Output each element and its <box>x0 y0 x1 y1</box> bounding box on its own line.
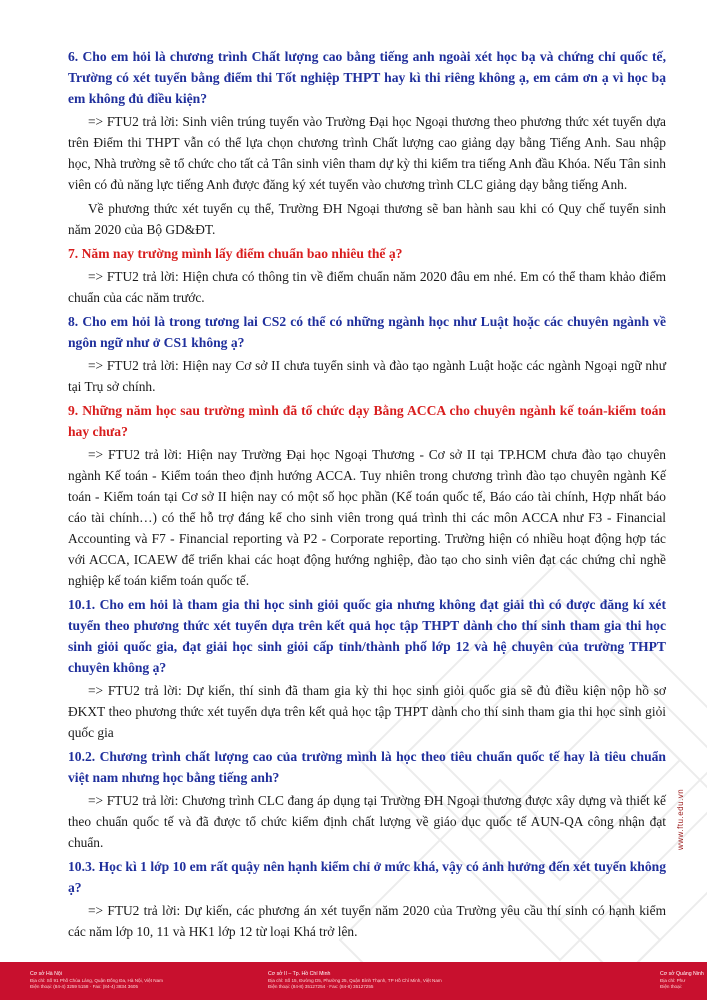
question-10-3: 10.3. Học kì 1 lớp 10 em rất quậy nên hạnh kiểm chỉ ở mức khá, vậy có ảnh hưởng đến xét tuyển không ạ? <box>68 859 666 895</box>
answer-6-para-1: => FTU2 trả lời: Sinh viên trúng tuyển vào Trường Đại học Ngoại thương theo phương thức xét tuyển dựa trên Điểm thi THPT vẫn có thể lựa chọn chương trình Chất lượng cao giảng dạy bằng Tiếng Anh. Sau nhập học, Nhà trường sẽ tổ chức cho tất cả Tân sinh viên tham dự kỳ thi kiểm tra tiếng Anh đầu Khóa. Nếu Tân sinh viên có đủ năng lực tiếng Anh được đăng ký xét tuyển vào chương trình CLC giảng dạy bằng tiếng Anh. <box>68 114 666 192</box>
answer-7: => FTU2 trả lời: Hiện chưa có thông tin về điểm chuẩn năm 2020 đâu em nhé. Em có thể tham khảo điểm chuẩn của các năm trước. <box>68 269 666 305</box>
faq-content <box>68 46 666 945</box>
footer-hanoi-address: Địa chỉ: Số 91 Phố Chùa Láng, Quận Đống Đa, Hà Nội, Việt Nam <box>30 977 163 983</box>
answer-8: => FTU2 trả lời: Hiện nay Cơ sở II chưa tuyển sinh và đào tạo ngành Luật hoặc các ngành Ngoại ngữ như tại Trụ sở chính. <box>68 358 666 394</box>
footer-quangninh <box>660 971 704 991</box>
footer-hcm-address: Địa chỉ: Số 15, Đường D5, Phường 25, Quận Bình Thạnh, TP Hồ Chí Minh, Việt Nam <box>268 977 442 983</box>
footer-quangninh-phone: Điện thoại: <box>660 984 682 989</box>
footer-hanoi-phone: Điện thoại: (84-4) 3259 5158 · Fax: (84-4) 3834 3605 <box>30 984 139 989</box>
question-6: 6. Cho em hỏi là chương trình Chất lượng cao bằng tiếng anh ngoài xét học bạ và chứng chỉ quốc tế, Trường có xét tuyển bằng điểm thi Tốt nghiệp THPT hay kì thi riêng không ạ, em cảm ơn ạ vì học bạ em không đủ điều kiện? <box>68 49 666 106</box>
question-7: 7. Năm nay trường mình lấy điểm chuẩn bao nhiêu thế ạ? <box>68 246 403 261</box>
question-9: 9. Những năm học sau trường mình đã tổ chức dạy Bằng ACCA cho chuyên ngành kế toán-kiểm toán hay chưa? <box>68 403 666 439</box>
footer-hcm-phone: Điện thoại: (84-8) 35127254 · Fax: (84-8) 35127255 <box>268 984 374 989</box>
answer-10-2: => FTU2 trả lời: Chương trình CLC đang áp dụng tại Trường ĐH Ngoại thương được xây dựng và thiết kế theo chuẩn quốc tế và đã được tổ chức kiểm định chất lượng về giáo dục quốc tế AUN-QA công nhận đạt chuẩn. <box>68 793 666 850</box>
footer-quangninh-address: Địa chỉ: Phư <box>660 977 686 983</box>
answer-6-para-2: Về phương thức xét tuyển cụ thể, Trường ĐH Ngoại thương sẽ ban hành sau khi có Quy chế tuyển sinh năm 2020 của Bộ GD&ĐT. <box>68 201 666 237</box>
footer-quangninh-title: Cơ sở Quảng Ninh <box>660 971 704 977</box>
footer-hcm-title: Cơ sở II – Tp. Hồ Chí Minh <box>268 971 331 977</box>
footer-hanoi <box>30 971 163 991</box>
website-url: www.ftu.edu.vn <box>676 788 685 850</box>
answer-10-1: => FTU2 trả lời: Dự kiến, thí sinh đã tham gia kỳ thi học sinh giỏi quốc gia sẽ đủ điều kiện nộp hồ sơ ĐKXT theo phương thức xét tuyển dựa trên kết quả học tập THPT dành cho thí sinh tham gia thi học sinh giỏi quốc gia <box>68 683 666 740</box>
question-10-2: 10.2. Chương trình chất lượng cao của trường mình là học theo tiêu chuẩn quốc tế hay là tiêu chuẩn việt nam nhưng học bằng tiếng anh? <box>68 749 666 785</box>
footer-hanoi-title: Cơ sở Hà Nội <box>30 971 62 977</box>
page-footer <box>0 962 707 1000</box>
question-10-1: 10.1. Cho em hỏi là tham gia thi học sinh giỏi quốc gia nhưng không đạt giải thì có được đăng kí xét tuyển theo phương thức xét tuyển dựa trên kết quả học tập THPT dành cho thí sinh tham gia thi học sinh giỏi quốc gia, đạt giải học sinh giỏi cấp tỉnh/thành phố lớp 12 và hệ chuyên của trường THPT chuyên không ạ? <box>68 597 666 675</box>
footer-hcm <box>268 971 442 991</box>
answer-9: => FTU2 trả lời: Hiện nay Trường Đại học Ngoại Thương - Cơ sở II tại TP.HCM chưa đào tạo chuyên ngành Kế toán - Kiểm toán theo định hướng ACCA. Tuy nhiên trong chương trình đào tạo chuyên ngành Kế toán - Kiểm toán tại Cơ sở II hiện nay có một số học phần (Kế toán quốc tế, Báo cáo tài chính, Hợp nhất báo cáo tài chính…) có thể hỗ trợ đáng kể cho sinh viên trong quá trình thi các môn ACCA như F3 - Financial Accounting và F7 - Financial reporting và P2 - Corporate reporting. Trường hiện có nhiều hoạt động hợp tác với ACCA, ICAEW để triển khai các hoạt động hướng nghiệp, đào tạo cho sinh viên đạt các chứng chỉ nghề nghiệp kế toán kiểm toán quốc tế. <box>68 447 666 588</box>
answer-10-3: => FTU2 trả lời: Dự kiến, các phương án xét tuyển năm 2020 của Trường yêu cầu thí sinh có hạnh kiểm các năm lớp 10, 11 và HK1 lớp 12 từ loại Khá trở lên. <box>68 903 666 939</box>
question-8: 8. Cho em hỏi là trong tương lai CS2 có thể có những ngành học như Luật hoặc các chuyên ngành về ngôn ngữ như ở CS1 không ạ? <box>68 314 666 350</box>
